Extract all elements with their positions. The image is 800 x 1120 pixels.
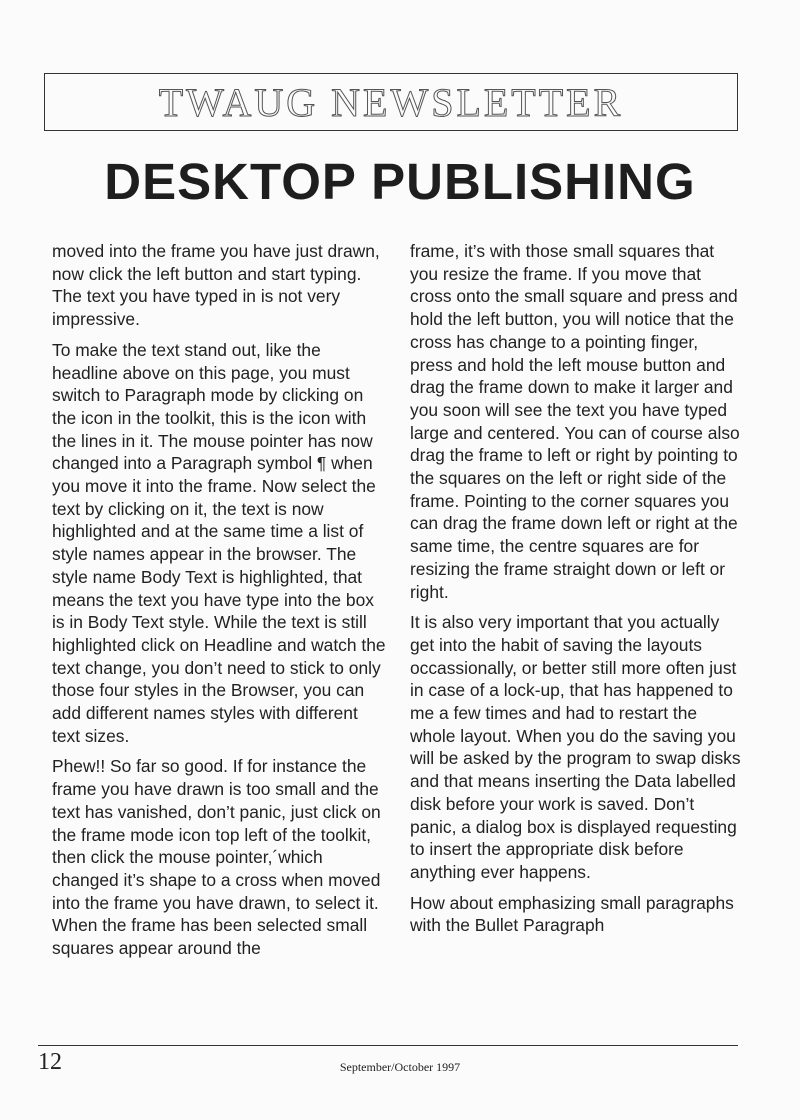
paragraph: moved into the frame you have just drawn, now click the left button and start typing. The text you have typed in is not very impressive. <box>52 241 380 330</box>
article-column-right <box>410 240 744 945</box>
masthead-title: TWAUG NEWSLETTER <box>158 79 624 125</box>
page-number: 12 <box>38 1049 62 1075</box>
article-column-left <box>52 240 386 968</box>
paragraph: It is also very important that you actually get into the habit of saving the layouts occassionally, or better still more often just in case of a lock-up, that has happened to me a few times and had to restart the whole layout. When you do the saving you will be asked by the program to swap disks and that means inserting the Data labelled disk before your work is saved. Don’t panic, a dialog box is displayed requesting to insert the appropriate disk before anything ever happens. <box>410 612 741 882</box>
article-headline: DESKTOP PUBLISHING <box>104 153 696 210</box>
paragraph: Phew!! So far so good. If for instance the frame you have drawn is too small and the text has vanished, don’t panic, just click on the frame mode icon top left of the toolkit, then click the mouse pointer,´which changed it’s shape to a cross when moved into the frame you have drawn, to select it. When the frame has been selected small squares appear around the <box>52 756 381 959</box>
issue-date: September/October 1997 <box>339 1060 461 1074</box>
paragraph: frame, it’s with those small squares that you resize the frame. If you move that cross onto the small square and press and hold the left button, you will notice that the cross has change to a pointing finger, press and hold the left mouse button and drag the frame down to make it larger and you soon will see the text you have typed large and centered. You can of course also drag the frame to left or right by pointing to the squares on the left or right side of the frame. Pointing to the corner squares you can drag the frame down left or right at the same time, the centre squares are for resizing the frame straight down or left or right. <box>410 241 740 602</box>
paragraph: To make the text stand out, like the headline above on this page, you must switch to Paragraph mode by clicking on the icon in the toolkit, this is the icon with the lines in it. The mouse pointer has now changed into a Paragraph symbol ¶ when you move it into the frame. Now select the text by clicking on it, the text is now highlighted and at the same time a list of style names appear in the browser. The style name Body Text is highlighted, that means the text you have type into the box is in Body Text style. While the text is still highlighted click on Headline and watch the text change, you don’t need to stick to only those four styles in the Browser, you can add different names styles with different text sizes. <box>52 339 386 746</box>
newsletter-masthead <box>44 73 738 131</box>
footer-divider <box>38 1045 738 1046</box>
paragraph: How about emphasizing small paragraphs with the Bullet Paragraph <box>410 892 734 936</box>
